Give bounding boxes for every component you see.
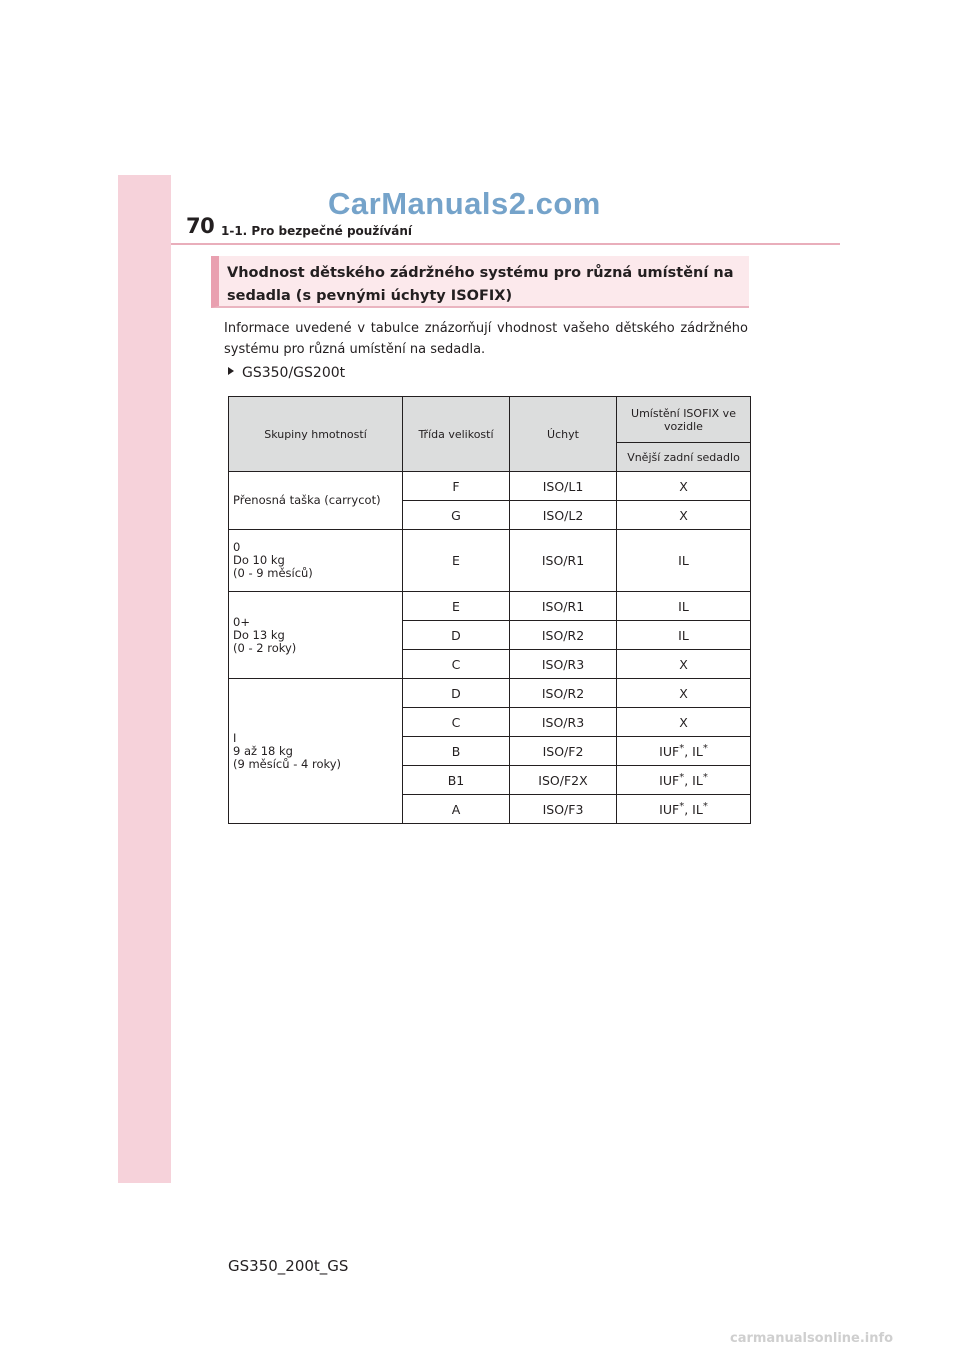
weight-group-cell: Přenosná taška (carrycot): [229, 472, 403, 530]
fixture-cell: ISO/R3: [510, 708, 617, 737]
size-cell: C: [403, 708, 510, 737]
size-cell: G: [403, 501, 510, 530]
position-cell: IUF*, IL*: [617, 766, 751, 795]
section-heading: Vhodnost dětského zádržného systému pro různá umístění na sedadla (s pevnými úchyty ISOFIX): [211, 256, 749, 308]
size-cell: D: [403, 621, 510, 650]
section-label: 1-1. Pro bezpečné používání: [221, 224, 413, 238]
model-label: [228, 365, 345, 381]
position-cell: IUF*, IL*: [617, 795, 751, 824]
fixture-cell: ISO/R2: [510, 621, 617, 650]
intro-paragraph: Informace uvedené v tabulce znázorňují vhodnost vašeho dětského zádržného systému pro různá umístění na sedadla.: [224, 321, 748, 357]
header-weight-group: Skupiny hmotností: [229, 397, 403, 472]
position-cell: X: [617, 501, 751, 530]
fixture-cell: ISO/R1: [510, 592, 617, 621]
size-cell: C: [403, 650, 510, 679]
fixture-cell: ISO/F2X: [510, 766, 617, 795]
page-number: 70: [186, 214, 215, 238]
arrow-right-icon: [228, 367, 234, 375]
weight-group-cell: 0+ Do 13 kg (0 - 2 roky): [229, 592, 403, 679]
table-row: [229, 592, 751, 621]
fixture-cell: ISO/L1: [510, 472, 617, 501]
fixture-cell: ISO/F2: [510, 737, 617, 766]
size-cell: E: [403, 530, 510, 592]
position-cell: IL: [617, 621, 751, 650]
header-outer-rear-seat: Vnější zadní sedadlo: [617, 443, 751, 472]
weight-group-cell: 0 Do 10 kg (0 - 9 měsíců): [229, 530, 403, 592]
table-row: [229, 472, 751, 501]
fixture-cell: ISO/R3: [510, 650, 617, 679]
position-cell: IL: [617, 530, 751, 592]
side-tab-band: [118, 175, 171, 1183]
header-rule: [171, 243, 840, 245]
position-cell: IUF*, IL*: [617, 737, 751, 766]
header-fixture: Úchyt: [510, 397, 617, 472]
position-cell: X: [617, 679, 751, 708]
weight-group-cell: I 9 až 18 kg (9 měsíců - 4 roky): [229, 679, 403, 824]
position-cell: X: [617, 472, 751, 501]
size-cell: E: [403, 592, 510, 621]
fixture-cell: ISO/R2: [510, 679, 617, 708]
size-cell: F: [403, 472, 510, 501]
fixture-cell: ISO/F3: [510, 795, 617, 824]
watermark-logo: CarManuals2.com: [328, 186, 601, 221]
table-body: [229, 472, 751, 824]
table-row: [229, 530, 751, 592]
size-cell: D: [403, 679, 510, 708]
fixture-cell: ISO/L2: [510, 501, 617, 530]
table-row: [229, 679, 751, 708]
size-cell: B1: [403, 766, 510, 795]
header-size-class: Třída velikostí: [403, 397, 510, 472]
watermark-footer: carmanualsonline.info: [730, 1331, 894, 1346]
size-cell: B: [403, 737, 510, 766]
fixture-cell: ISO/R1: [510, 530, 617, 592]
position-cell: X: [617, 708, 751, 737]
position-cell: X: [617, 650, 751, 679]
header-isofix-position: Umístění ISOFIX ve vozidle: [617, 397, 751, 443]
footer-code: GS350_200t_GS: [228, 1257, 349, 1275]
isofix-suitability-table: [228, 396, 751, 824]
model-text: GS350/GS200t: [242, 365, 346, 381]
size-cell: A: [403, 795, 510, 824]
position-cell: IL: [617, 592, 751, 621]
